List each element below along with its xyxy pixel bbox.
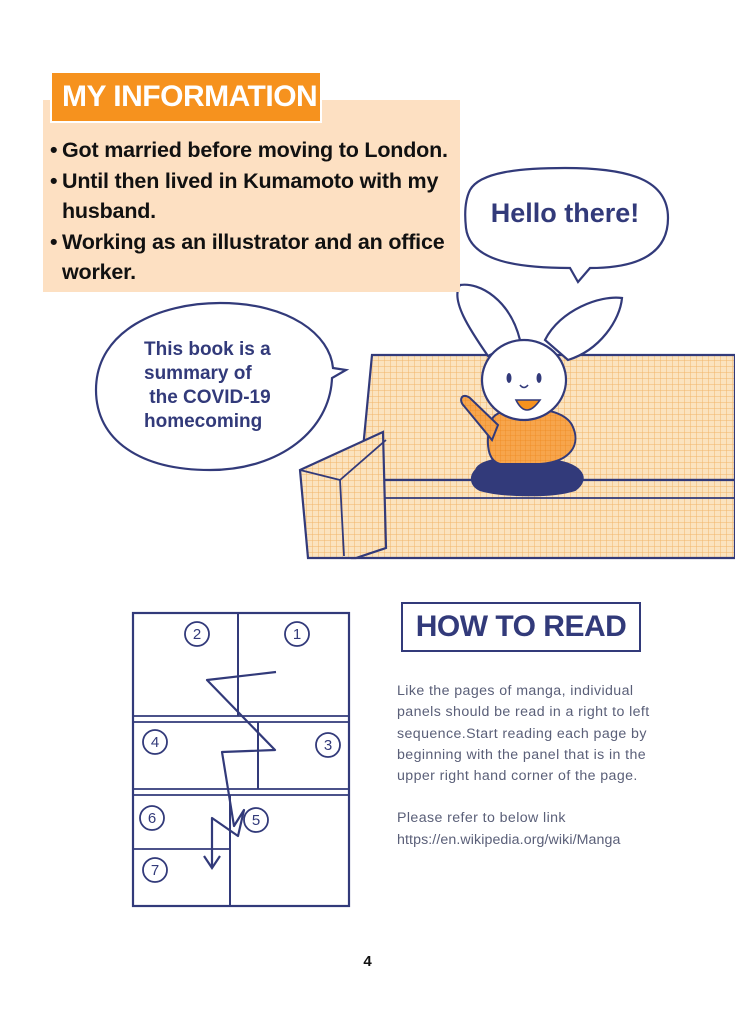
- panel-number: 6: [147, 810, 157, 827]
- panel-number: 1: [292, 626, 302, 643]
- summary-line: the COVID-19: [144, 387, 271, 408]
- list-item: • Until then lived in Kumamoto with my husband.: [50, 166, 460, 227]
- summary-line: homecoming: [144, 411, 263, 432]
- page-number: 4: [363, 953, 372, 970]
- panel-diagram: [133, 613, 349, 906]
- panel-number: 5: [251, 812, 261, 829]
- panel-numbers: [148, 626, 332, 879]
- how-to-read-note: [397, 808, 659, 851]
- summary-bubble-text: [144, 338, 324, 434]
- list-item: • Working as an illustrator and an office worker.: [50, 227, 460, 288]
- summary-line: This book is a: [144, 339, 271, 360]
- my-information-list: [50, 135, 460, 288]
- manga-wiki-link[interactable]: https://en.wikipedia.org/wiki/Manga: [397, 831, 621, 848]
- how-to-read-text: Like the pages of manga, individual panels should be read in a right to left sequence.Start reading each page by beginning with the panel that is in the upper right hand corner of the page.: [397, 683, 650, 785]
- list-item: • Got married before moving to London.: [50, 135, 460, 166]
- how-to-read-title: HOW TO READ: [401, 602, 641, 652]
- reference-note: Please refer to below link: [397, 810, 566, 827]
- how-to-read-body: [397, 681, 659, 851]
- summary-line: summary of: [144, 363, 252, 384]
- panel-number: 2: [192, 626, 202, 643]
- hello-bubble-text: Hello there!: [490, 198, 640, 228]
- panel-number: 3: [323, 737, 333, 754]
- panel-number: 7: [150, 862, 160, 879]
- panel-number: 4: [150, 734, 160, 751]
- my-information-title: MY INFORMATION: [50, 71, 322, 123]
